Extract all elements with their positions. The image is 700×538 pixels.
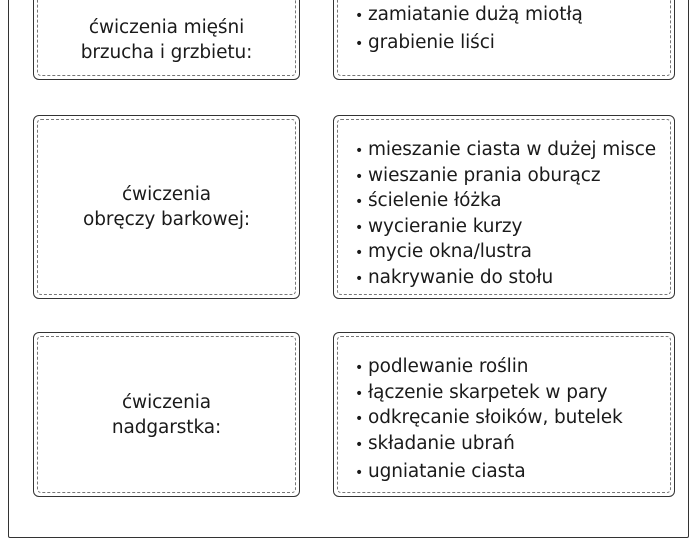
bullet-icon: • [355, 385, 364, 402]
category-label [81, 15, 253, 65]
activity-item: • odkręcanie słoików, butelek [355, 406, 670, 432]
activities-list [355, 138, 670, 291]
category-card-shoulder-girdle [33, 115, 300, 299]
activity-item: • grabienie liści [355, 31, 670, 57]
activity-item: • łączenie skarpetek w pary [355, 381, 670, 407]
activities-card-inner [337, 119, 671, 295]
activity-item: • wieszanie prania oburącz [355, 164, 670, 190]
activity-item: • ugniatanie ciasta [355, 460, 670, 486]
activity-item: • mycie okna/lustra [355, 240, 670, 266]
activities-card-abdomen-back [333, 0, 675, 80]
activity-item: • ścielenie łóżka [355, 189, 670, 215]
category-label-line: ćwiczenia [121, 391, 211, 413]
category-label-line: nadgarstka: [111, 416, 222, 438]
category-label [83, 182, 250, 232]
category-label-line: ćwiczenia [121, 184, 211, 205]
category-card-abdomen-back [33, 0, 300, 80]
category-card-inner [37, 0, 296, 76]
category-card-wrist [33, 332, 300, 497]
activity-item: • wycieranie kurzy [355, 215, 670, 241]
category-label [112, 390, 221, 440]
activity-item: • zamiatanie dużą miotłą [355, 3, 670, 29]
activity-item: • nakrywanie do stołu [355, 266, 670, 292]
activities-card-wrist [333, 332, 675, 497]
bullet-icon: • [355, 360, 364, 376]
bullet-icon: • [355, 143, 364, 159]
activity-item: • składanie ubrań [355, 432, 670, 458]
activities-list [355, 355, 670, 486]
activity-item: • mieszanie ciasta w dużej misce [355, 138, 670, 164]
bullet-icon: • [355, 270, 364, 287]
category-card-inner [37, 119, 296, 295]
bullet-icon: • [355, 194, 364, 210]
activity-item: • podlewanie roślin [355, 355, 670, 381]
category-label-line: obręczy barkowej: [82, 209, 250, 230]
activities-card-inner [337, 0, 671, 76]
bullet-icon: • [355, 8, 364, 24]
activities-card-inner [337, 336, 671, 493]
bullet-icon: • [355, 219, 364, 236]
bullet-icon: • [355, 168, 364, 185]
bullet-icon: • [355, 245, 364, 261]
category-label-line: brzucha i grzbietu: [80, 42, 253, 63]
bullet-icon: • [355, 436, 364, 453]
bullet-icon: • [355, 35, 364, 52]
bullet-icon: • [355, 465, 364, 481]
category-label-line: ćwiczenia mięśni [88, 17, 245, 38]
activities-list [355, 3, 670, 56]
activities-card-shoulder-girdle [333, 115, 675, 299]
category-card-inner [37, 336, 296, 493]
bullet-icon: • [355, 411, 364, 427]
